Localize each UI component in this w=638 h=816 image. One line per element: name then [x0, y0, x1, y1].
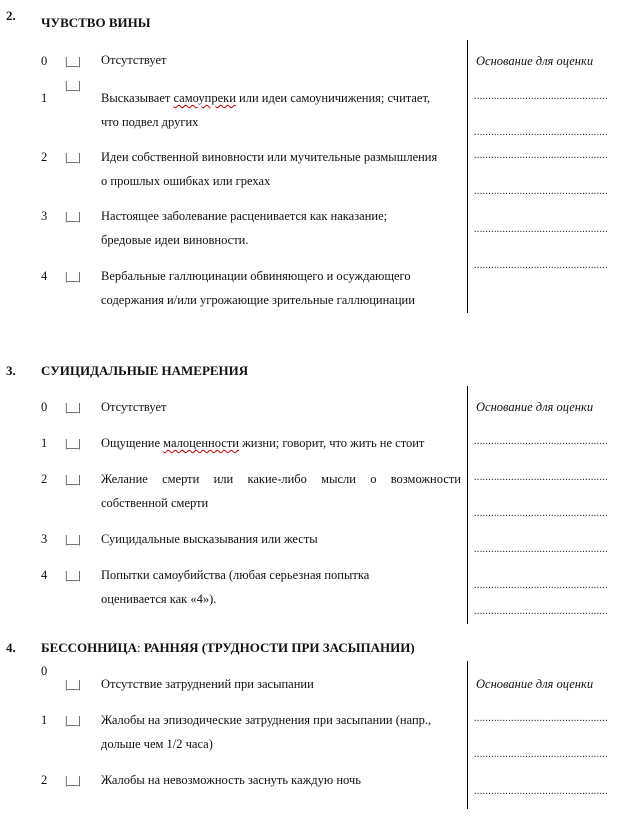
score-checkbox[interactable]: |__|: [65, 150, 81, 164]
dotted-answer-line[interactable]: ...............................................: [474, 186, 608, 197]
basis-label: Основание для оценки: [476, 400, 594, 414]
column-divider: [467, 661, 468, 809]
score-checkbox[interactable]: |__|: [65, 54, 81, 68]
item-description: Попытки самоубийства (любая серьезная попытка: [101, 568, 370, 582]
dotted-answer-line[interactable]: ...............................................: [474, 224, 608, 235]
score-checkbox[interactable]: |__|: [65, 713, 81, 727]
dotted-answer-line[interactable]: ...............................................: [474, 472, 608, 483]
score-number: 2: [41, 773, 48, 787]
section-title: ЧУВСТВО ВИНЫ: [41, 15, 151, 30]
score-checkbox[interactable]: |__|: [65, 773, 81, 787]
score-checkbox[interactable]: |__|: [65, 78, 81, 92]
item-description: Отсутствие затруднений при засыпании: [101, 677, 314, 691]
dotted-answer-line[interactable]: ...............................................: [474, 127, 608, 138]
score-checkbox[interactable]: |__|: [65, 209, 81, 223]
item-description: Отсутствует: [101, 53, 167, 67]
spellcheck-underline: самоупреки: [173, 91, 236, 105]
score-checkbox[interactable]: |__|: [65, 400, 81, 414]
basis-label: Основание для оценки: [476, 677, 594, 691]
dotted-answer-line[interactable]: ...............................................: [474, 786, 608, 797]
item-description: Высказывает самоупреки или идеи самоуничижения; считает,: [101, 91, 431, 105]
item-description: Отсутствует: [101, 400, 167, 414]
basis-label: Основание для оценки: [476, 54, 594, 68]
item-description: дольше чем 1/2 часа): [101, 737, 213, 751]
section-title: БЕССОННИЦА: РАННЯЯ (ТРУДНОСТИ ПРИ ЗАСЫПАНИИ): [41, 640, 415, 655]
dotted-answer-line[interactable]: ...............................................: [474, 436, 608, 447]
item-description: бредовые идеи виновности.: [101, 233, 249, 247]
item-description: собственной смерти: [101, 496, 209, 510]
item-description: Вербальные галлюцинации обвиняющего и осуждающего: [101, 269, 411, 283]
item-description: Жалобы на эпизодические затруднения при засыпании (напр.,: [101, 713, 432, 727]
dotted-answer-line[interactable]: ...............................................: [474, 580, 608, 591]
dotted-answer-line[interactable]: ...............................................: [474, 544, 608, 555]
score-checkbox[interactable]: |__|: [65, 436, 81, 450]
dotted-answer-line[interactable]: ...............................................: [474, 508, 608, 519]
score-number: 2: [41, 472, 48, 486]
score-checkbox[interactable]: |__|: [65, 269, 81, 283]
score-checkbox[interactable]: |__|: [65, 472, 81, 486]
score-number: 0: [41, 54, 48, 68]
section-number: 2.: [6, 8, 16, 23]
score-number: 0: [41, 664, 48, 678]
score-checkbox[interactable]: |__|: [65, 568, 81, 582]
item-description: Суицидальные высказывания или жесты: [101, 532, 318, 546]
score-number: 2: [41, 150, 48, 164]
column-divider: [467, 386, 468, 624]
score-number: 1: [41, 713, 48, 727]
section-number: 4.: [6, 640, 16, 655]
score-checkbox[interactable]: |__|: [65, 677, 81, 691]
section-number: 3.: [6, 363, 16, 378]
item-description: Идеи собственной виновности или мучительные размышления: [101, 150, 438, 164]
score-number: 3: [41, 532, 48, 546]
column-divider: [467, 40, 468, 313]
dotted-answer-line[interactable]: ...............................................: [474, 749, 608, 760]
item-description: что подвел других: [101, 115, 199, 129]
dotted-answer-line[interactable]: ...............................................: [474, 713, 608, 724]
item-description: Жалобы на невозможность заснуть каждую ночь: [101, 773, 361, 787]
item-description: содержания и/или угрожающие зрительные галлюцинации: [101, 293, 415, 307]
section-title: СУИЦИДАЛЬНЫЕ НАМЕРЕНИЯ: [41, 363, 249, 378]
spellcheck-underline: малоценности: [163, 436, 239, 450]
score-number: 4: [41, 269, 48, 283]
dotted-answer-line[interactable]: ...............................................: [474, 606, 608, 617]
item-description: о прошлых ошибках или грехах: [101, 174, 271, 188]
item-description: Настоящее заболевание расценивается как наказание;: [101, 209, 388, 223]
score-number: 1: [41, 91, 48, 105]
item-description: Желание смерти или какие-либо мысли о возможности: [101, 472, 461, 486]
item-description: Ощущение малоценности жизни; говорит, что жить не стоит: [101, 436, 425, 450]
dotted-answer-line[interactable]: ...............................................: [474, 260, 608, 271]
score-number: 1: [41, 436, 48, 450]
dotted-answer-line[interactable]: ...............................................: [474, 91, 608, 102]
score-number: 3: [41, 209, 48, 223]
dotted-answer-line[interactable]: ...............................................: [474, 150, 608, 161]
score-checkbox[interactable]: |__|: [65, 532, 81, 546]
score-number: 4: [41, 568, 48, 582]
score-number: 0: [41, 400, 48, 414]
item-description: оценивается как «4»).: [101, 592, 217, 606]
